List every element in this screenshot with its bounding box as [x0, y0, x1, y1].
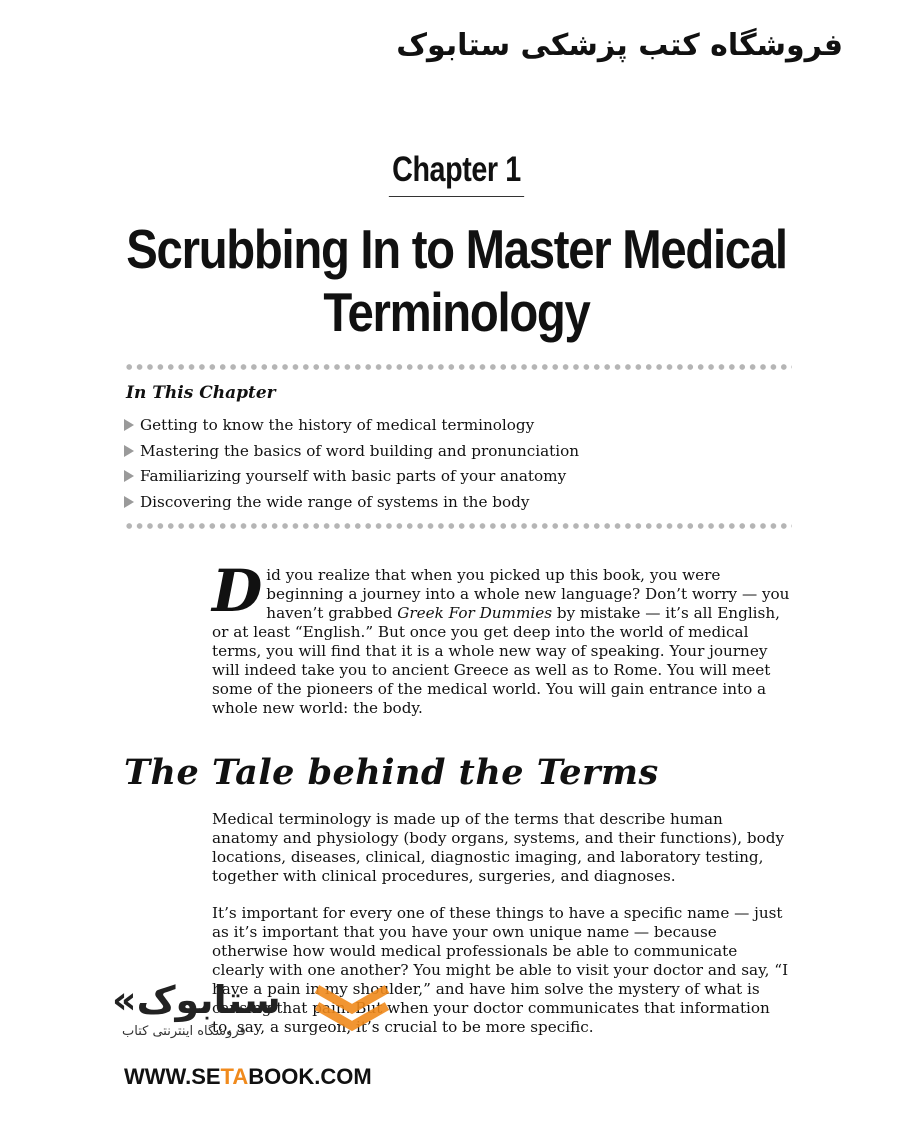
- list-item-text: Familiarizing yourself with basic parts of your anatomy: [140, 467, 567, 486]
- chapter-title-line1: Scrubbing In to Master Medical: [126, 218, 787, 280]
- dropcap: D: [212, 557, 263, 625]
- body-paragraph-1: Medical terminology is made up of the terms that describe human anatomy and physiology (body organs, systems, and their functions), body locations, diseases, clinical, diagnostic imaging, and laboratory testing, together with clinical procedures, surgeries, and diagnoses.: [212, 810, 785, 885]
- dotted-divider-top: [124, 363, 792, 371]
- watermark-brand: «ستابوک: [112, 978, 281, 1022]
- website-part2: BOOK.COM: [248, 1064, 372, 1089]
- intro-paragraph: [212, 557, 792, 718]
- triangle-bullet-icon: [124, 419, 134, 431]
- chapter-label: [0, 150, 913, 197]
- triangle-bullet-icon: [124, 496, 134, 508]
- list-item: [124, 489, 579, 515]
- intro-text-part1: id you realize that when you picked up this book, you were beginning a journey into a whole new language? Don’t worry — you haven’t grabbed: [266, 566, 790, 622]
- list-item: [124, 464, 579, 490]
- chevron-logo-icon: [312, 984, 392, 1034]
- triangle-bullet-icon: [124, 445, 134, 457]
- list-item-text: Getting to know the history of medical terminology: [140, 415, 535, 434]
- body-paragraph-2: It’s important for every one of these things to have a specific name — just as it’s important that you have your own unique name — because otherwise how would medical professionals be able to communicate clearly with one another? You might be able to visit your doctor and say, “I have a pain in my shoulder,” and have him solve the mystery of what is causing that pain. But when your doctor communicates that information to, say, a surgeon, it’s crucial to be more specific.: [212, 904, 789, 1036]
- chapter-title-line2: Terminology: [323, 281, 590, 343]
- intro-book-title: Greek For Dummies: [397, 604, 553, 622]
- chapter-topics-list: [124, 412, 579, 515]
- section-heading: The Tale behind the Terms: [124, 752, 659, 793]
- list-item-text: Discovering the wide range of systems in the body: [140, 493, 530, 512]
- chapter-label-text: Chapter 1: [389, 150, 524, 197]
- in-this-chapter-heading: In This Chapter: [126, 383, 276, 403]
- setabook-watermark-logo: [112, 978, 402, 1038]
- list-item-text: Mastering the basics of word building and pronunciation: [140, 441, 580, 460]
- website-accent: TA: [220, 1064, 249, 1089]
- watermark-subtitle: فروشگاه اینترنتی کتاب: [122, 1024, 246, 1039]
- list-item: [124, 438, 579, 464]
- website-url: [124, 1064, 372, 1090]
- list-item: [124, 412, 579, 438]
- triangle-bullet-icon: [124, 470, 134, 482]
- store-header: فروشگاه کتب پزشکی ستابوک: [396, 28, 843, 63]
- dotted-divider-bottom: [124, 522, 792, 530]
- intro-text-part2: by mistake — it’s all English, or at least “English.” But once you get deep into the world of medical terms, you will find that it is a whole new way of speaking. Your journey will indeed take you to ancient Greece as well as to Rome. You will meet some of the pioneers of the medical world. You will gain entrance into a whole new world: the body.: [212, 604, 780, 717]
- website-part1: WWW.SE: [124, 1064, 221, 1089]
- chapter-title: [64, 218, 849, 344]
- intro-text: [212, 557, 792, 718]
